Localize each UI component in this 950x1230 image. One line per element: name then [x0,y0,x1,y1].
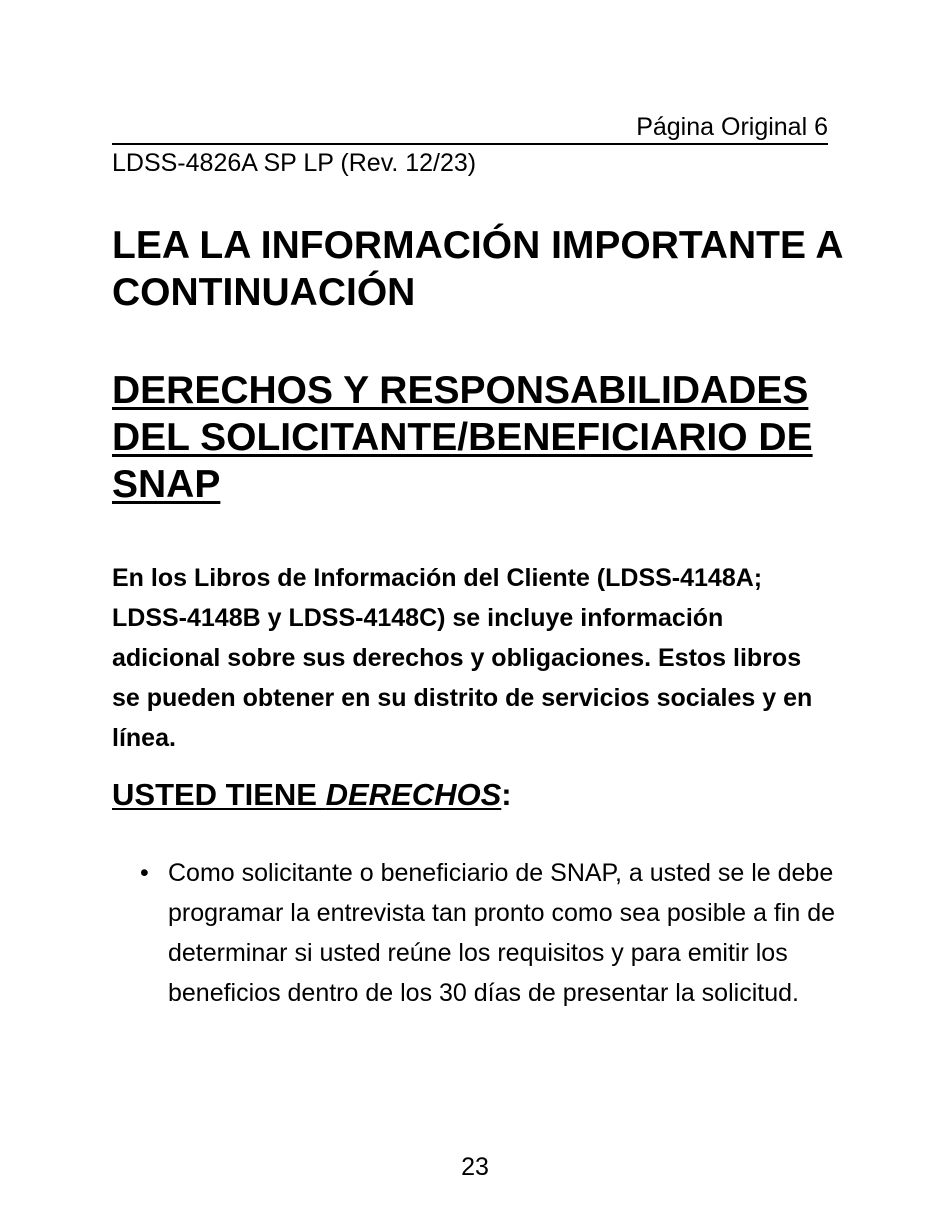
page-number: 23 [461,1153,489,1181]
rights-heading-prefix: USTED TIENE [112,777,326,812]
list-item-text: Como solicitante o beneficiario de SNAP, a usted se le debe programar la entrevista tan pronto como sea posible a fin de determinar si usted reúne los requisitos y para emitir los beneficios dentro de los 30 días de presentar la solicitud. [168,859,836,1007]
rights-heading-emphasis: DERECHOS [325,777,502,812]
main-heading: LEA LA INFORMACIÓN IMPORTANTE A CONTINUACIÓN [112,224,843,314]
rights-heading [112,775,832,815]
rights-heading-suffix: : [501,777,512,812]
rights-heading-underlined [112,777,501,812]
page-label: Página Original 6 [112,112,828,145]
intro-paragraph: En los Libros de Información del Cliente (LDSS-4148A; LDSS-4148B y LDSS-4148C) se incluye información adicional sobre sus derechos y obligaciones. Estos libros se pueden obtener en su distrito de servicios sociales y en línea. [112,564,813,752]
list-item [112,853,842,1013]
section-heading: DERECHOS Y RESPONSABILIDADES DEL SOLICITANTE/BENEFICIARIO DE SNAP [112,369,813,506]
bullet-icon: • [140,859,149,887]
rights-list [112,853,842,1013]
page-header [112,112,828,179]
form-code: LDSS-4826A SP LP (Rev. 12/23) [112,149,477,177]
